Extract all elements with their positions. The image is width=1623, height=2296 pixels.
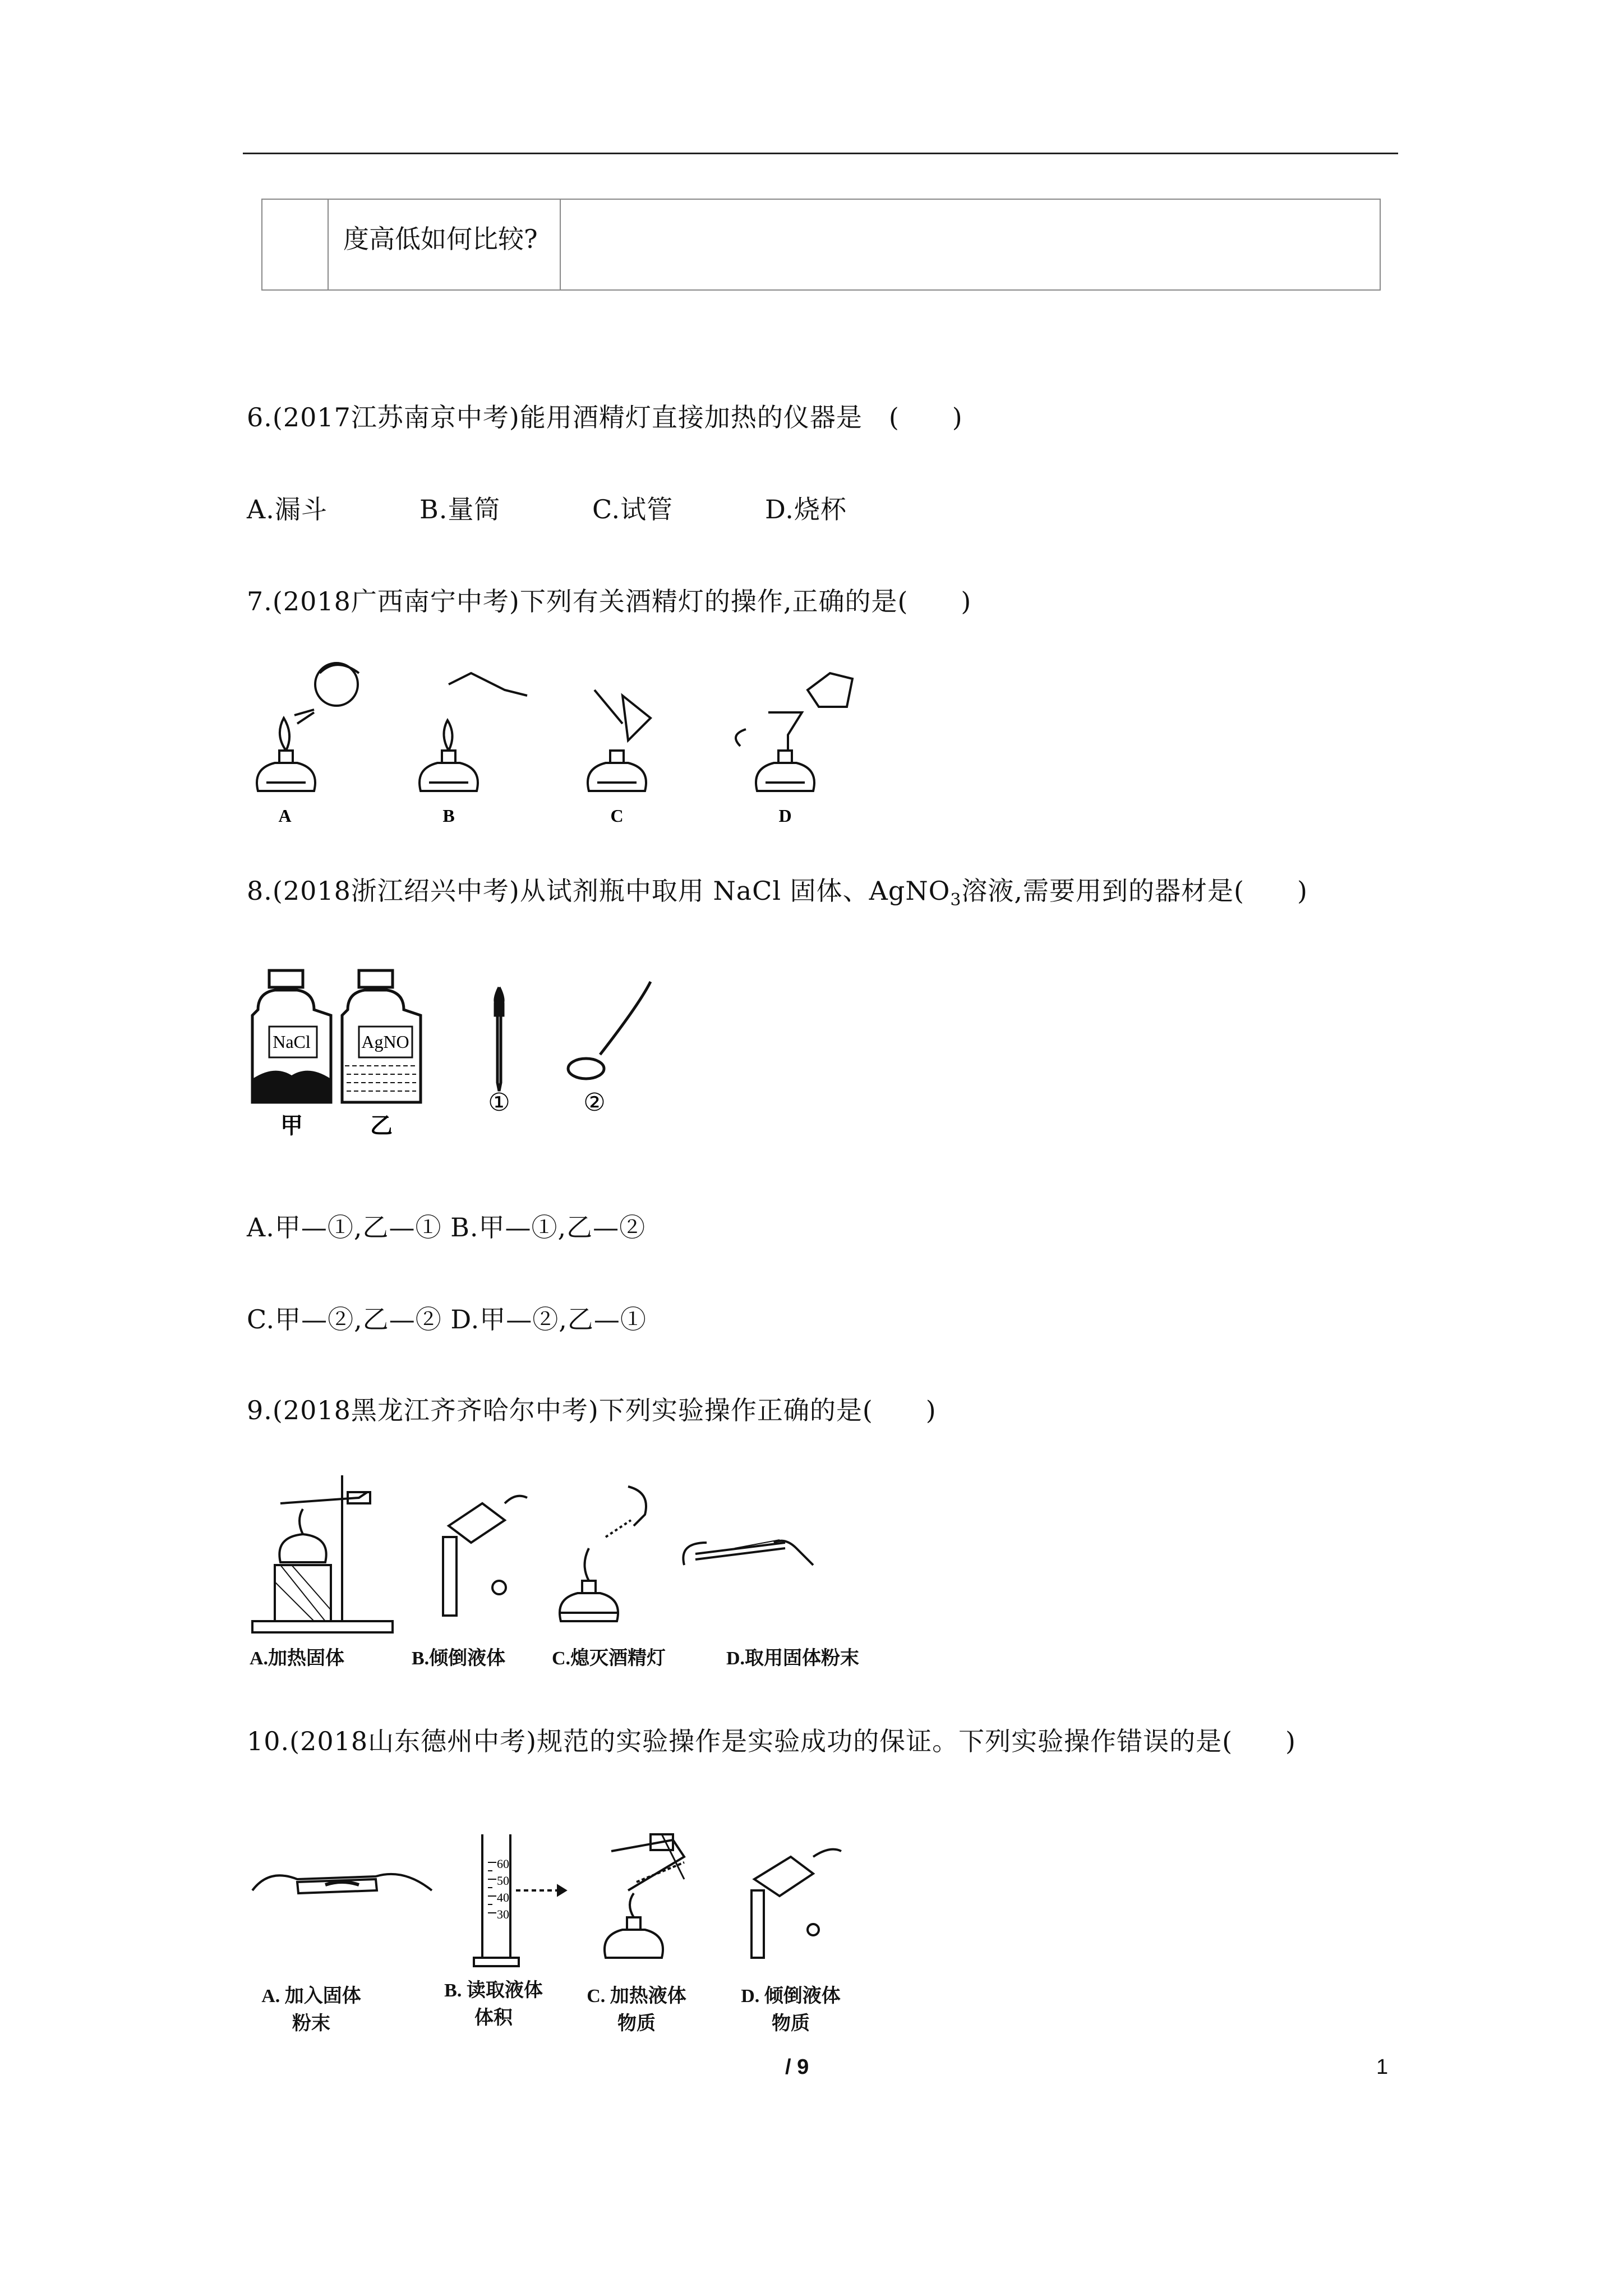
q10-caption-a [261, 1980, 362, 2035]
q8-label-tool1: ① [488, 1089, 510, 1116]
q7-label-a: A [278, 806, 292, 826]
q6-option-a: A.漏斗 [247, 494, 328, 524]
q9-caption-d: D.取用固体粉末 [726, 1648, 860, 1669]
q10-caption-d-line2: 物质 [772, 2013, 810, 2034]
q7-lamp-d-icon [736, 673, 852, 791]
q10-caption-a-line1: A. 加入固体 [261, 1986, 361, 2007]
q7-lamp-b-icon [419, 673, 527, 791]
q7-label-d: D [778, 806, 792, 826]
q10-tick-60: 60 [497, 1857, 509, 1871]
q8-spoon-icon [568, 982, 651, 1079]
q9-caption-a: A.加热固体 [250, 1648, 345, 1669]
q10-caption-a-line2: 粉末 [292, 2013, 330, 2034]
q6-option-d: D.烧杯 [765, 494, 847, 524]
q8-stem-post: 溶液,需要用到的器材是( ) [961, 876, 1308, 906]
q8-label-yi: 乙 [370, 1113, 393, 1138]
q10-heating-liquid-icon [605, 1834, 684, 1958]
q10-tick-50: 50 [497, 1874, 509, 1888]
footer-page-of: / 9 [785, 2055, 809, 2079]
q8-label-tool2: ② [583, 1089, 606, 1116]
q7-lamp-c-icon [588, 690, 651, 791]
q8-options-line1: A.甲—①,乙—① B.甲—①,乙—② [247, 1212, 646, 1243]
q7-lamp-a-icon [257, 718, 315, 791]
q9-figure [247, 1470, 880, 1638]
q7-figure [236, 651, 875, 836]
footer-page-number: 1 [1376, 2055, 1389, 2079]
q8-dropper-icon [495, 987, 503, 1091]
q9-spatula-tube-icon [683, 1540, 813, 1565]
q10-caption-b-line2: 体积 [474, 2008, 513, 2028]
q10-pouring-liquid-icon [751, 1849, 841, 1958]
q10-caption-b-line1: B. 读取液体 [444, 1980, 543, 2001]
q9-stem: 9.(2018黑龙江齐齐哈尔中考)下列实验操作正确的是( ) [247, 1395, 937, 1425]
table-blank-cell [560, 199, 1380, 290]
q8-label-jia: 甲 [280, 1113, 303, 1138]
q10-caption-c-line2: 物质 [617, 2013, 656, 2034]
header-rule [243, 153, 1398, 154]
q7-label-b: B [442, 806, 455, 826]
q10-tick-40: 40 [497, 1890, 509, 1904]
q10-caption-b [435, 1975, 552, 2030]
q9-pouring-icon [443, 1496, 527, 1616]
q8-stem-pre: 8.(2018浙江绍兴中考)从试剂瓶中取用 NaCl 固体、AgNO [247, 876, 951, 906]
q6-stem: 6.(2017江苏南京中考)能用酒精灯直接加热的仪器是 ( ) [247, 402, 963, 432]
q10-stem: 10.(2018山东德州中考)规范的实验操作是实验成功的保证。下列实验操作错误的是( ) [247, 1726, 1297, 1756]
q9-caption-b: B.倾倒液体 [412, 1648, 506, 1669]
q8-figure [247, 965, 695, 1139]
q9-blowing-lamp-icon [560, 1487, 646, 1621]
q8-bottle1-label: NaCl [273, 1032, 311, 1052]
q10-caption-d [732, 1980, 850, 2035]
q6-option-c: C.试管 [592, 494, 674, 524]
q7-label-c: C [610, 806, 624, 826]
q7-person-blowing-icon [294, 663, 359, 724]
q8-stem [247, 871, 1308, 910]
q10-paper-trough-icon [252, 1874, 432, 1893]
q10-figure [247, 1829, 880, 1980]
q10-cylinder-icon [474, 1834, 565, 1966]
q8-stem-sub: 3 [950, 890, 962, 910]
q10-tick-30: 30 [497, 1907, 509, 1921]
q9-stand-heating-icon [252, 1475, 393, 1632]
q6-option-b: B.量筒 [419, 494, 501, 524]
q10-caption-d-line1: D. 倾倒液体 [741, 1986, 841, 2007]
q10-caption-c [578, 1980, 695, 2035]
q7-stem: 7.(2018广西南宁中考)下列有关酒精灯的操作,正确的是( ) [247, 586, 972, 616]
q8-options-line2: C.甲—②,乙—② D.甲—②,乙—① [247, 1304, 647, 1335]
q10-caption-c-line1: C. 加热液体 [587, 1986, 686, 2007]
table-empty-cell [262, 199, 328, 290]
q8-bottle2-label: AgNO [361, 1032, 409, 1052]
q9-caption-c: C.熄灭酒精灯 [552, 1648, 666, 1669]
continued-table [261, 199, 1381, 291]
table-text-cell: 度高低如何比较? [328, 199, 560, 290]
